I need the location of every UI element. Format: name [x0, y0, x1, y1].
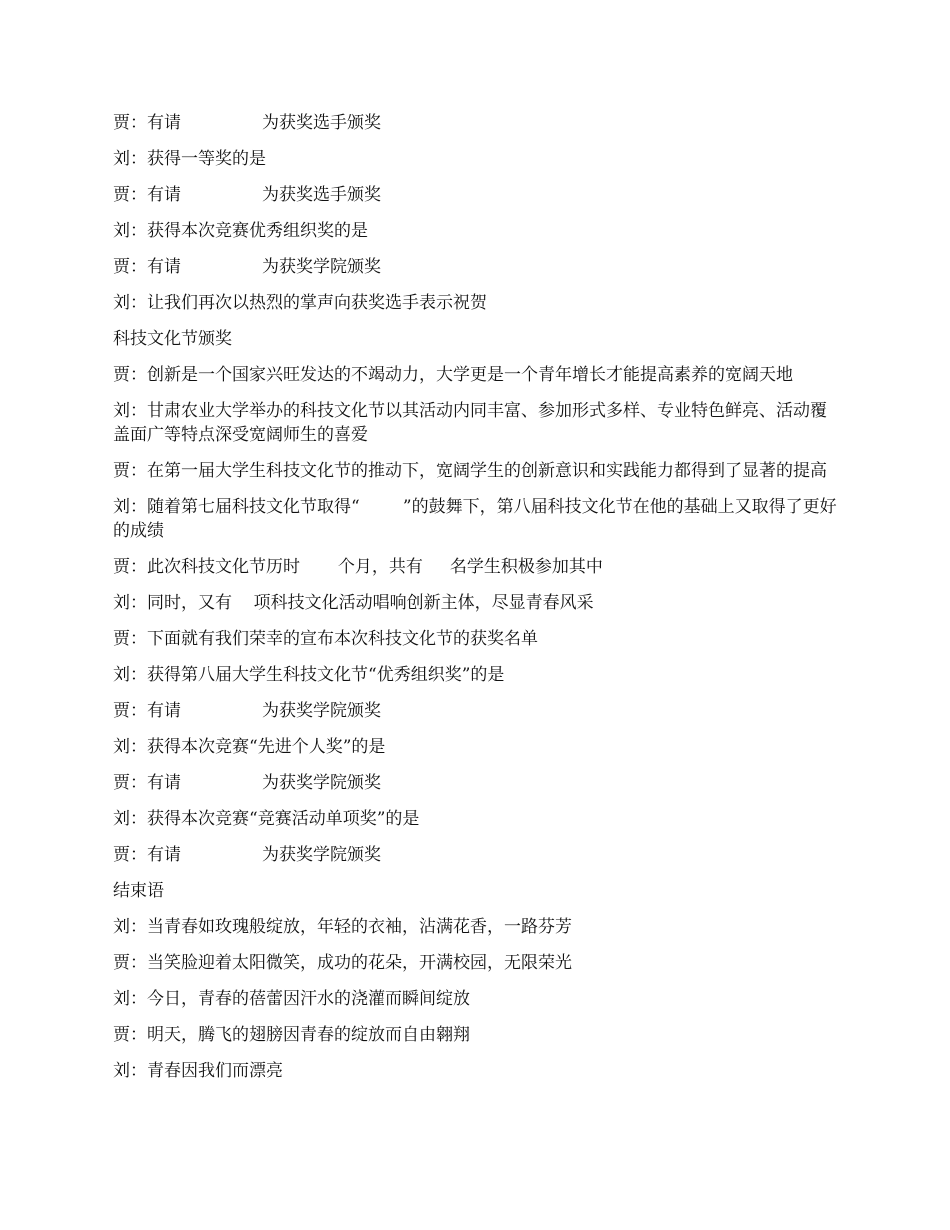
- paragraph: 贾：创新是一个国家兴旺发达的不竭动力，大学更是一个青年增长才能提高素养的宽阔天地: [113, 365, 793, 385]
- paragraph: 刘：青春因我们而漂亮: [113, 1061, 283, 1081]
- paragraph: 贾：有请 为获奖学院颁奖: [113, 701, 382, 721]
- paragraph: 贾：有请 为获奖选手颁奖: [113, 185, 382, 205]
- paragraph: 贾：有请 为获奖选手颁奖: [113, 113, 382, 133]
- paragraph: 刘：获得本次竞赛优秀组织奖的是: [113, 221, 368, 241]
- paragraph: 贾：在第一届大学生科技文化节的推动下，宽阔学生的创新意识和实践能力都得到了显著的提高: [113, 461, 827, 481]
- paragraph: 刘：当青春如玫瑰般绽放，年轻的衣袖，沾满花香，一路芬芳: [113, 917, 572, 937]
- document-body: [113, 111, 843, 1095]
- paragraph: 贾：明天，腾飞的翅膀因青春的绽放而自由翱翔: [113, 1025, 470, 1045]
- paragraph: 刘：今日，青春的蓓蕾因汗水的浇灌而瞬间绽放: [113, 989, 470, 1009]
- paragraph: 刘：随着第七届科技文化节取得“ ”的鼓舞下，第八届科技文化节在他的基础上又取得了更好的成绩: [113, 497, 837, 541]
- paragraph: 刘：获得一等奖的是: [113, 149, 266, 169]
- paragraph: 贾：当笑脸迎着太阳微笑，成功的花朵，开满校园，无限荣光: [113, 953, 572, 973]
- paragraph: 刘：让我们再次以热烈的掌声向获奖选手表示祝贺: [113, 293, 487, 313]
- paragraph: 贾：此次科技文化节历时 个月，共有 名学生积极参加其中: [113, 557, 603, 577]
- paragraph: 刘：获得本次竞赛“竞赛活动单项奖”的是: [113, 809, 420, 829]
- paragraph: 贾：有请 为获奖学院颁奖: [113, 257, 382, 277]
- paragraph: 贾：有请 为获奖学院颁奖: [113, 845, 382, 865]
- paragraph: 刘：获得本次竞赛“先进个人奖”的是: [113, 737, 386, 757]
- paragraph: 刘：同时，又有 项科技文化活动唱响创新主体，尽显青春风采: [113, 593, 594, 613]
- paragraph: 刘：甘肃农业大学举办的科技文化节以其活动内同丰富、参加形式多样、专业特色鲜亮、活动覆盖面广等特点深受宽阔师生的喜爱: [113, 401, 827, 445]
- section-heading: 结束语: [113, 881, 164, 901]
- paragraph: 贾：下面就有我们荣幸的宣布本次科技文化节的获奖名单: [113, 629, 538, 649]
- paragraph: 贾：有请 为获奖学院颁奖: [113, 773, 382, 793]
- paragraph: 刘：获得第八届大学生科技文化节“优秀组织奖”的是: [113, 665, 505, 685]
- section-heading: 科技文化节颁奖: [113, 329, 232, 349]
